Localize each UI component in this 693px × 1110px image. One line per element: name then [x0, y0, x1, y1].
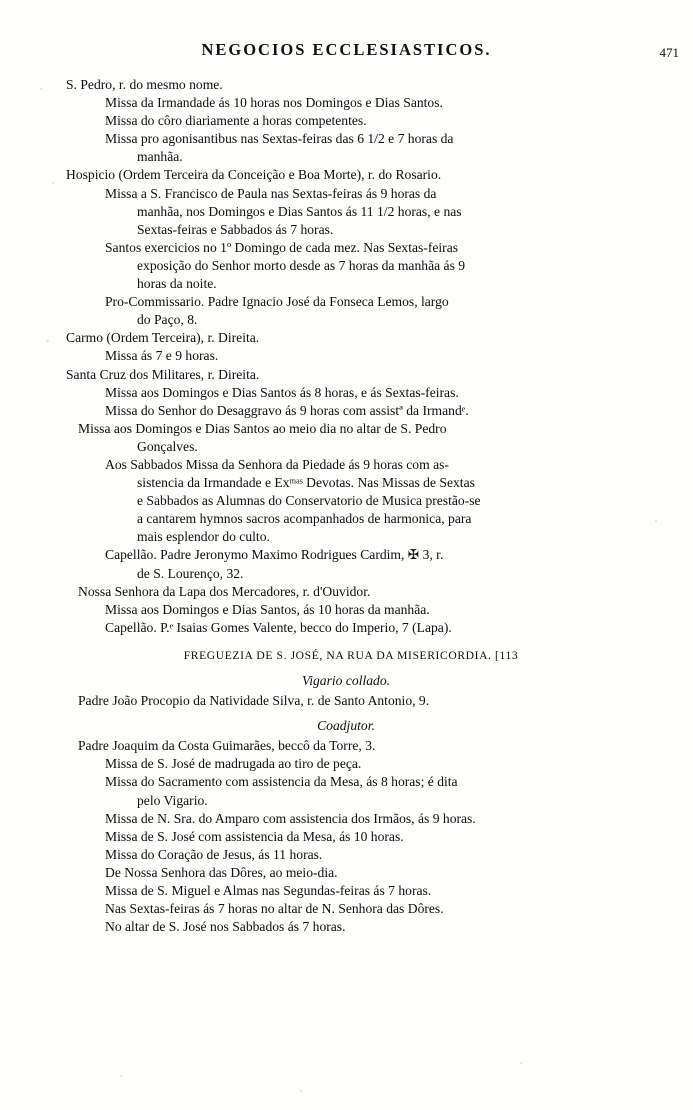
entry-line: S. Pedro, r. do mesmo nome. [66, 77, 223, 92]
print-speck [520, 1062, 522, 1064]
entry-line: No altar de S. José nos Sabbados ás 7 horas. [105, 919, 346, 935]
entry-line: a cantarem hymnos sacros acompanhados de harmonica, para [137, 511, 472, 527]
entry-line: Capellão. P.ᵉ Isaias Gomes Valente, becco do Imperio, 7 (Lapa). [105, 619, 452, 635]
entry-line: Capellão. Padre Jeronymo Maximo Rodrigues Cardim, ✠ 3, r. [105, 547, 444, 563]
entry-line: Aos Sabbados Missa da Senhora da Piedade ás 9 horas com as- [105, 456, 449, 472]
print-speck [300, 1090, 302, 1092]
entry-line: Pro-Commissario. Padre Ignacio José da Fonseca Lemos, largo [105, 294, 449, 310]
entry-line: Santa Cruz dos Militares, r. Direita. [66, 366, 260, 382]
entry-line: Missa do Senhor do Desaggravo ás 9 horas com assistª da Irmandᵉ. [105, 402, 469, 418]
entry-line: Padre Joaquim da Costa Guimarães, beccô da Torre, 3. [78, 738, 376, 754]
entry-line: Santos exercicios no 1º Domingo de cada mez. Nas Sextas-feiras [105, 239, 459, 255]
entry-line: Missa de S. Miguel e Almas nas Segundas-feiras ás 7 horas. [105, 883, 432, 899]
entry-line: Missa do Coração de Jesus, ás 11 horas. [105, 846, 323, 862]
page-header [0, 40, 693, 66]
entry-line: manhãa, nos Domingos e Dias Santos ás 11 1/2 horas, e nas [137, 203, 462, 219]
entry-line: Missa pro agonisantibus nas Sextas-feiras das 6 1/2 e 7 horas da [105, 131, 454, 147]
entry-line: e Sabbados as Alumnas do Conservatorio de Musica prestão-se [137, 493, 481, 509]
entry-line: Gonçalves. [137, 438, 198, 454]
entry-line: Padre João Procopio da Natividade Silva, r. de Santo Antonio, 9. [78, 693, 430, 709]
entry-line: sistencia da Irmandade e Exᵐᵃˢ Devotas. Nas Missas de Sextas [137, 475, 475, 491]
print-speck [120, 1075, 122, 1077]
print-speck [40, 88, 42, 90]
entry-line: Sextas-feiras e Sabbados ás 7 horas. [137, 221, 334, 237]
entry-line: Hospicio (Ordem Terceira da Conceição e Boa Morte), r. do Rosario. [66, 167, 442, 183]
entry-line: manhãa. [137, 149, 183, 165]
entry-line: Missa a S. Francisco de Paula nas Sextas-feiras ás 9 horas da [105, 185, 437, 201]
page-body [0, 76, 693, 936]
print-speck [655, 520, 657, 522]
entry-line: Carmo (Ordem Terceira), r. Direita. [66, 330, 260, 346]
entry-line: horas da noite. [137, 276, 217, 292]
entry-line: Nossa Senhora da Lapa dos Mercadores, r. d'Ouvidor. [78, 583, 371, 599]
entry-line: Missa do côro diariamente a horas competentes. [105, 113, 367, 129]
entry-line: Missa aos Domingos e Dias Santos ás 8 horas, e ás Sextas-feiras. [105, 384, 459, 400]
entry-line: Missa ás 7 e 9 horas. [105, 348, 219, 364]
entry-line: Missa aos Domingos e Dias Santos, ás 10 horas da manhãa. [105, 601, 430, 617]
subheading-coadjutor: Coadjutor. [317, 718, 375, 734]
entry-line: Missa de N. Sra. do Amparo com assistencia dos Irmãos, ás 9 horas. [105, 810, 476, 826]
entry-line: De Nossa Senhora das Dôres, ao meio-dia. [105, 864, 338, 880]
entry-line: Missa do Sacramento com assistencia da Mesa, ás 8 horas; é dita [105, 774, 458, 790]
entry-line: do Paço, 8. [137, 312, 198, 328]
entry-line: Missa aos Domingos e Dias Santos ao meio dia no altar de S. Pedro [78, 420, 447, 436]
entry-line: de S. Lourenço, 32. [137, 565, 244, 581]
entry-line: pelo Vigario. [137, 792, 208, 808]
entry-line: Missa de S. José com assistencia da Mesa, ás 10 horas. [105, 828, 404, 844]
entry-line: exposição do Senhor morto desde as 7 horas da manhãa ás 9 [137, 257, 466, 273]
entry-line: mais esplendor do culto. [137, 529, 270, 545]
section-heading: FREGUEZIA DE S. JOSÉ, NA RUA DA MISERICORDIA. [113 [183, 648, 519, 662]
entry-line: Missa de S. José de madrugada ao tiro de peça. [105, 756, 362, 772]
print-speck [52, 182, 54, 184]
entry-line: Missa da Irmandade ás 10 horas nos Domingos e Dias Santos. [105, 95, 443, 111]
subheading-vigario: Vigario collado. [301, 673, 391, 688]
running-head: NEGOCIOS ECCLESIASTICOS. [201, 40, 492, 59]
entry-line: Nas Sextas-feiras ás 7 horas no altar de N. Senhora das Dôres. [105, 901, 444, 917]
page-number: 471 [659, 45, 679, 60]
print-speck [46, 340, 49, 342]
